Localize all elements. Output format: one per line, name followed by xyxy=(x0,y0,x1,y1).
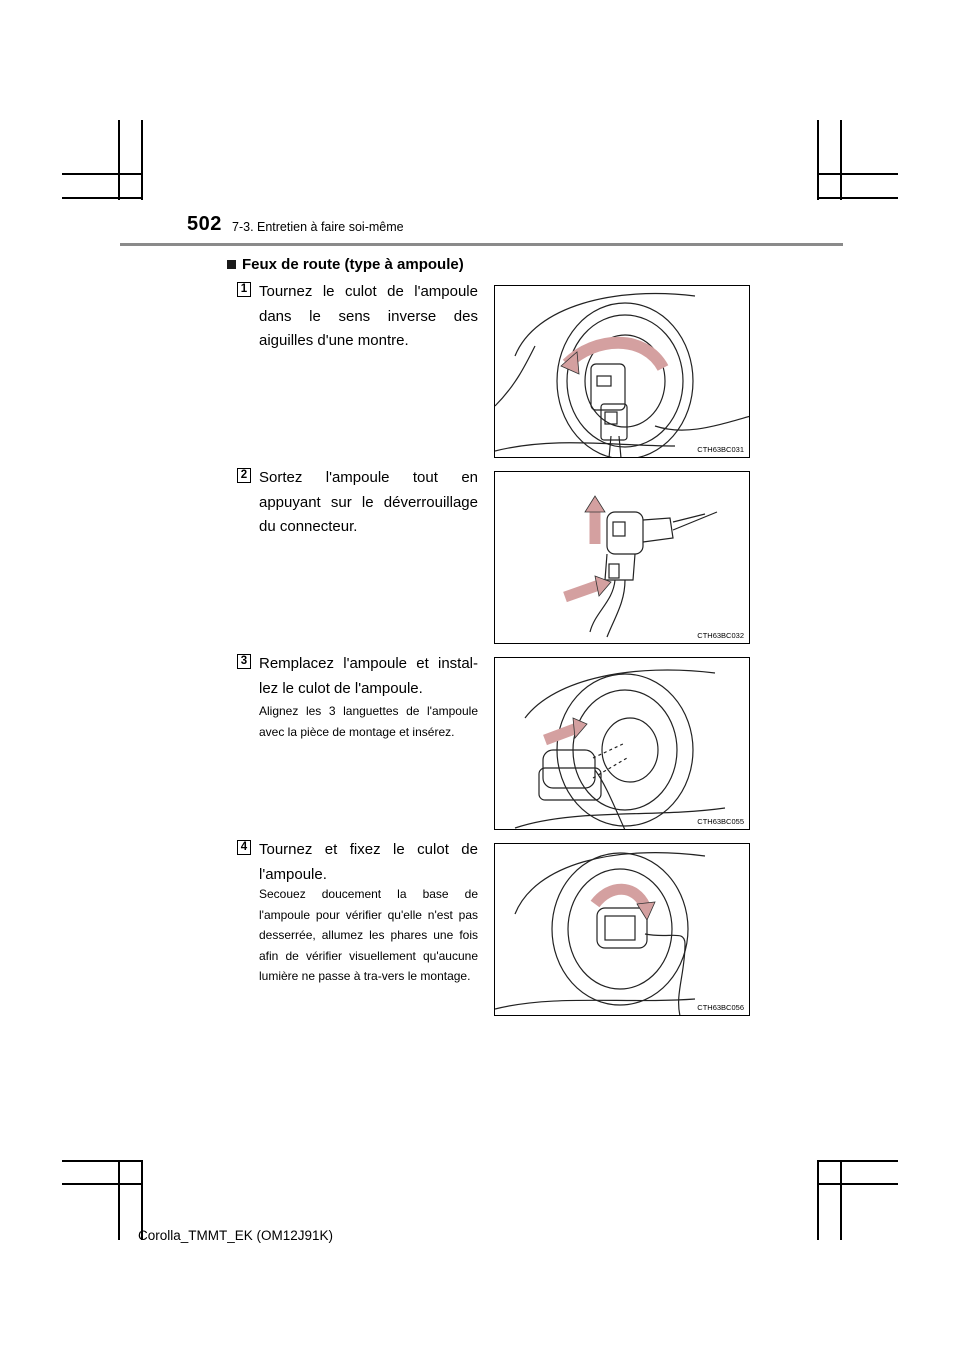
crop-mark xyxy=(62,1183,142,1185)
illustration-secure-bulb-base xyxy=(494,843,750,1016)
figure-code: CTH63BC055 xyxy=(697,817,744,826)
illustration-rotate-bulb-base xyxy=(494,285,750,458)
illustration-drawing xyxy=(495,472,750,644)
section-heading-text: Feux de route (type à ampoule) xyxy=(242,256,464,273)
illustration-drawing xyxy=(495,286,750,458)
crop-mark xyxy=(118,1160,120,1240)
figure-code: CTH63BC056 xyxy=(697,1003,744,1012)
crop-mark xyxy=(118,120,120,200)
step-number: 2 xyxy=(237,468,251,483)
crop-mark xyxy=(62,173,142,175)
crop-mark xyxy=(840,1160,842,1240)
crop-mark xyxy=(818,1160,898,1162)
step-number: 4 xyxy=(237,840,251,855)
crop-mark xyxy=(818,173,898,175)
crop-mark xyxy=(818,197,898,199)
step-note: Alignez les 3 languettes de l'ampoule avec la pièce de montage et insérez. xyxy=(259,704,478,739)
figure-code: CTH63BC032 xyxy=(697,631,744,640)
crop-mark xyxy=(818,1183,898,1185)
section-heading xyxy=(227,256,464,273)
crop-mark xyxy=(62,197,142,199)
crop-mark xyxy=(817,1160,819,1240)
figure-code: CTH63BC031 xyxy=(697,445,744,454)
crop-mark xyxy=(141,120,143,200)
page-number: 502 xyxy=(187,213,222,235)
step-text: Tournez et fixez le culot de l'ampoule. xyxy=(259,841,478,883)
footer-model-code: Corolla_TMMT_EK (OM12J91K) xyxy=(138,1228,334,1243)
square-bullet-icon xyxy=(227,260,236,269)
step-text: Remplacez l'ampoule et instal-lez le culot de l'ampoule. xyxy=(259,655,478,697)
step-number: 3 xyxy=(237,654,251,669)
illustration-install-bulb xyxy=(494,657,750,830)
header-divider xyxy=(120,243,843,246)
step-number: 1 xyxy=(237,282,251,297)
illustration-remove-bulb xyxy=(494,471,750,644)
crop-mark xyxy=(817,120,819,200)
step-text: Tournez le culot de l'ampoule dans le sens inverse des aiguilles d'une montre. xyxy=(259,283,478,349)
step-note: Secouez doucement la base de l'ampoule pour vérifier qu'elle n'est pas desserrée, allumez les phares une fois afin de vérifier visuellement qu'aucune lumière ne passe à tra-vers le montage. xyxy=(259,887,478,983)
illustration-drawing xyxy=(495,658,750,830)
crop-mark xyxy=(62,1160,142,1162)
crop-mark xyxy=(840,120,842,200)
step-text: Sortez l'ampoule tout en appuyant sur le déverrouillage du connecteur. xyxy=(259,469,478,535)
section-title: 7-3. Entretien à faire soi-même xyxy=(232,220,404,234)
illustration-drawing xyxy=(495,844,750,1016)
